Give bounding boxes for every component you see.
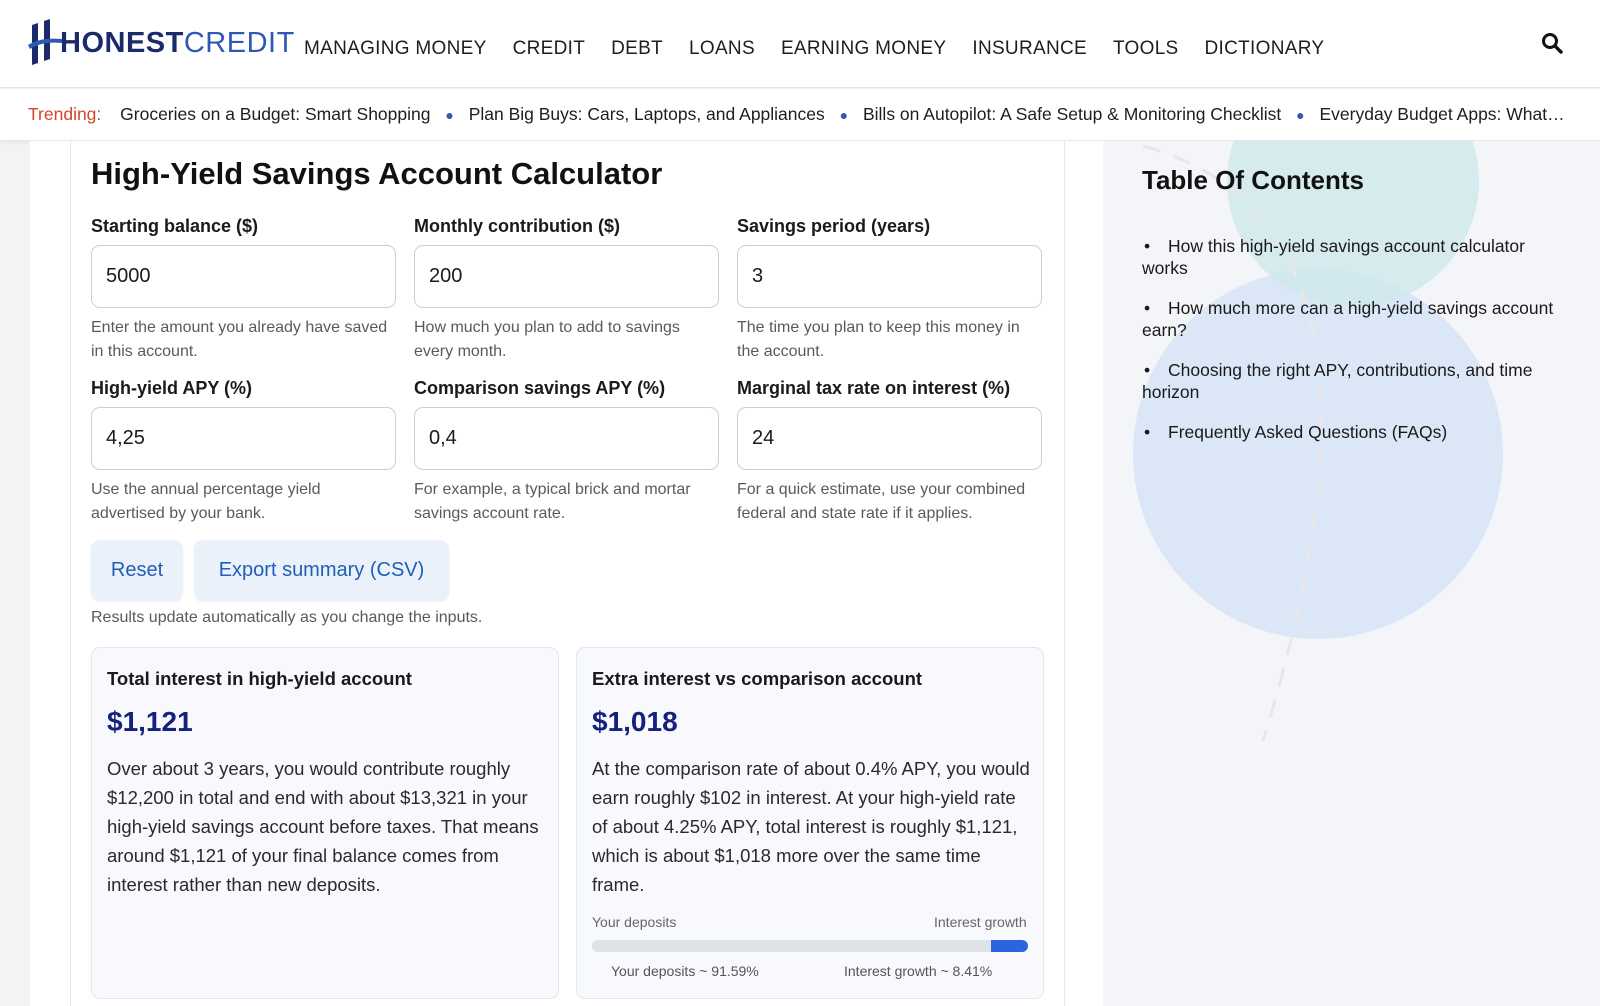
monthly-contribution-input[interactable] (414, 245, 719, 308)
trending-link-big-buys[interactable]: Plan Big Buys: Cars, Laptops, and Appliances (468, 104, 825, 124)
starting-balance-input[interactable] (91, 245, 396, 308)
logo-icon (28, 19, 62, 67)
nav-credit[interactable]: CREDIT (512, 38, 586, 59)
separator-dot: ● (1296, 107, 1305, 123)
savings-period-input[interactable] (737, 245, 1042, 308)
toc-item[interactable]: • Choosing the right APY, contributions, and time horizon (1142, 360, 1533, 402)
total-interest-value: $1,121 (107, 706, 193, 737)
deposits-interest-bar (592, 940, 1028, 952)
comparison-apy-label: Comparison savings APY (%) (414, 378, 666, 398)
interest-share-fill (991, 940, 1028, 952)
search-icon[interactable] (1541, 32, 1563, 54)
deposits-bar-label: Your deposits (592, 914, 677, 930)
main-nav (304, 38, 1350, 60)
extra-interest-title: Extra interest vs comparison account (592, 668, 923, 689)
nav-insurance[interactable]: INSURANCE (972, 38, 1087, 59)
toc-item[interactable]: • How this high-yield savings account calculator works (1142, 236, 1525, 278)
extra-interest-description: At the comparison rate of about 0.4% APY, you would earn roughly $102 in interest. At your high-yield rate of about 4.25% APY, total interest is roughly $1,121, which is about $1,018 more over the same time frame. (592, 758, 1030, 895)
toc-title: Table Of Contents (1142, 165, 1364, 195)
toc-list (1142, 235, 1572, 461)
monthly-contribution-help: How much you plan to add to savings every month. (414, 319, 680, 360)
savings-period-help: The time you plan to keep this money in the account. (737, 319, 1020, 360)
toc-item[interactable]: • How much more can a high-yield savings account earn? (1142, 298, 1554, 340)
starting-balance-help: Enter the amount you already have saved in this account. (91, 319, 388, 360)
starting-balance-label: Starting balance ($) (91, 216, 259, 236)
trending-bar (0, 89, 1600, 141)
nav-tools[interactable]: TOOLS (1112, 38, 1179, 59)
deposits-share-text: Your deposits ~ 91.59% (611, 963, 759, 979)
export-csv-button[interactable]: Export summary (CSV) (194, 540, 449, 601)
site-header (0, 0, 1600, 88)
comparison-apy-help: For example, a typical brick and mortar savings account rate. (414, 481, 691, 522)
savings-period-label: Savings period (years) (737, 216, 931, 236)
high-yield-apy-help: Use the annual percentage yield advertised by your bank. (91, 481, 321, 522)
monthly-contribution-label: Monthly contribution ($) (414, 216, 620, 236)
reset-button[interactable]: Reset (91, 540, 183, 601)
interest-bar-label: Interest growth (934, 914, 1027, 930)
trending-link-autopilot[interactable]: Bills on Autopilot: A Safe Setup & Monitoring Checklist (862, 104, 1282, 124)
tax-rate-input[interactable] (737, 407, 1042, 470)
nav-loans[interactable]: LOANS (689, 38, 755, 59)
calculator-title: High-Yield Savings Account Calculator (91, 156, 663, 191)
tax-rate-label: Marginal tax rate on interest (%) (737, 378, 1011, 398)
logo-wordmark: HONESTCREDIT (60, 27, 295, 59)
toc-item[interactable]: • Frequently Asked Questions (FAQs) (1144, 422, 1448, 442)
separator-dot: ● (839, 107, 849, 123)
high-yield-apy-label: High-yield APY (%) (91, 378, 253, 398)
auto-update-note: Results update automatically as you change the inputs. (91, 609, 483, 626)
nav-earning-money[interactable]: EARNING MONEY (780, 38, 947, 59)
total-interest-description: Over about 3 years, you would contribute roughly $12,200 in total and end with about $13,321 in your high-yield savings account before taxes. That means around $1,121 of your final balance comes from interest rather than new deposits. (107, 758, 539, 895)
trending-label: Trending: (28, 104, 102, 124)
comparison-apy-input[interactable] (414, 407, 719, 470)
trending-link-budget-apps[interactable]: Everyday Budget Apps: What… (1319, 104, 1565, 124)
separator-dot: ● (445, 107, 454, 123)
total-interest-title: Total interest in high-yield account (107, 668, 412, 689)
extra-interest-value: $1,018 (592, 706, 678, 737)
interest-share-text: Interest growth ~ 8.41% (844, 963, 993, 979)
nav-managing-money[interactable]: MANAGING MONEY (304, 38, 487, 59)
nav-debt[interactable]: DEBT (611, 38, 664, 59)
tax-rate-help: For a quick estimate, use your combined federal and state rate if it applies. (737, 481, 1026, 522)
high-yield-apy-input[interactable] (91, 407, 396, 470)
trending-link-groceries[interactable]: Groceries on a Budget: Smart Shopping (120, 104, 431, 124)
site-logo[interactable] (28, 18, 295, 68)
nav-dictionary[interactable]: DICTIONARY (1204, 38, 1325, 59)
